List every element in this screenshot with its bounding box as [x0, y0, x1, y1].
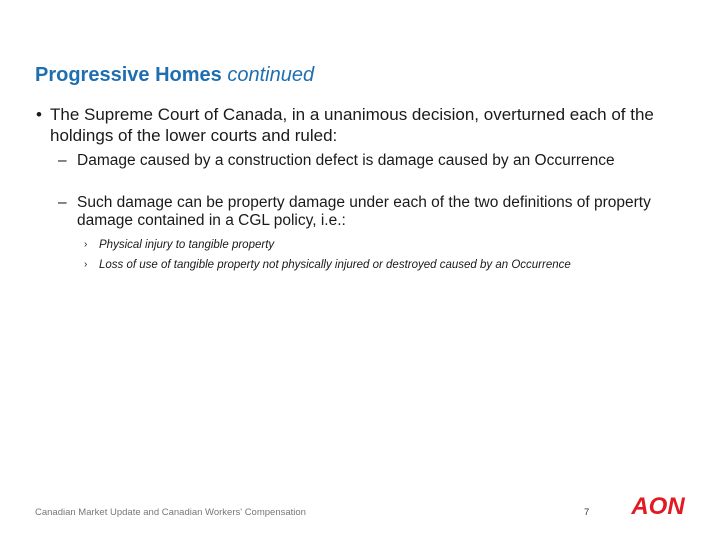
dash-marker: –: [58, 152, 67, 169]
slide-title: [35, 64, 314, 87]
footer-text: Canadian Market Update and Canadian Workers' Compensation: [35, 507, 306, 518]
chevron-marker: ›: [84, 259, 88, 270]
subpoint-property-damage: [58, 194, 698, 230]
title-continued: continued: [227, 64, 315, 86]
logo-text: AON: [631, 493, 685, 518]
subsubpoint-loss-of-use: [84, 258, 714, 272]
bullet-text: The Supreme Court of Canada, in a unanimous decision, overturned each of the holdings of the lower courts and ruled:: [50, 105, 654, 145]
subpoint-text: Damage caused by a construction defect is damage caused by an Occurrence: [77, 152, 615, 169]
title-main: Progressive Homes: [35, 64, 222, 86]
aon-logo: [630, 492, 686, 518]
subsubpoint-text: Physical injury to tangible property: [99, 239, 275, 251]
bullet-marker: •: [36, 105, 42, 124]
subpoint-occurrence: [58, 152, 698, 170]
subpoint-text: Such damage can be property damage under each of the two definitions of property damage contained in a CGL policy, i.e.:: [77, 194, 651, 229]
subsubpoint-text: Loss of use of tangible property not physically injured or destroyed caused by an Occurrence: [99, 259, 571, 271]
subsubpoint-physical-injury: [84, 238, 714, 252]
dash-marker: –: [58, 194, 67, 211]
page-number: 7: [584, 507, 590, 518]
main-bullet: [36, 104, 686, 146]
chevron-marker: ›: [84, 239, 88, 250]
